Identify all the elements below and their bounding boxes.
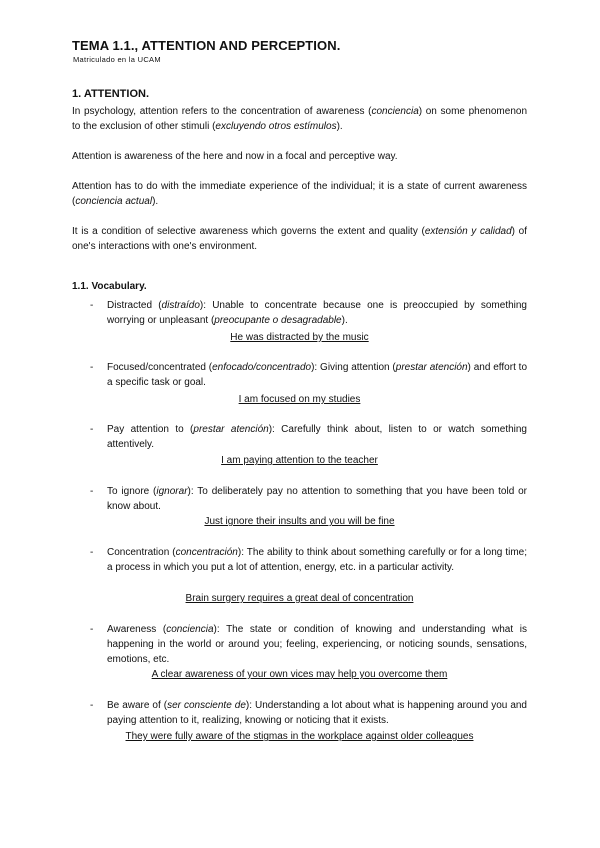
bullet-dash: -	[90, 547, 94, 558]
bullet-dash: -	[90, 624, 94, 635]
vocab-example: He was distracted by the music	[230, 332, 369, 343]
vocab-example: I am paying attention to the teacher	[221, 455, 378, 466]
vocab-item-distracted: - Distracted (distraído): Unable to concentrate because one is preoccupied by something worrying or unpleasant (preocupante o desagradable).	[90, 300, 527, 326]
vocab-example: They were fully aware of the stigmas in the workplace against older colleagues	[125, 731, 474, 742]
vocab-item-concentration: - Concentration (concentración): The ability to think about something carefully or for a long time; a process in which you put a lot of attention, energy, etc. in a particular activity.	[90, 547, 527, 573]
vocab-item-focused: - Focused/concentrated (enfocado/concentrado): Giving attention (prestar atención) and effort to a specific task or goal.	[90, 362, 528, 388]
paragraph-definition: In psychology, attention refers to the concentration of awareness (conciencia) on some phenomenon to the exclusion of other stimuli (excluyendo otros estímulos).	[72, 106, 528, 132]
paragraph-immediate-experience: Attention has to do with the immediate experience of the individual; it is a state of current awareness (conciencia actual).	[72, 181, 527, 207]
vocab-example: Just ignore their insults and you will be fine	[204, 516, 395, 527]
bullet-dash: -	[90, 300, 94, 311]
vocab-example: I am focused on my studies	[238, 394, 361, 405]
bullet-dash: -	[90, 424, 94, 435]
section-heading-vocabulary: 1.1. Vocabulary.	[72, 281, 147, 292]
vocab-item-be-aware-of: - Be aware of (ser consciente de): Understanding a lot about what is happening around you and paying attention to it, realizing, knowing or noticing that it exists.	[90, 700, 527, 726]
section-heading-attention: 1. ATTENTION.	[72, 88, 149, 100]
vocab-item-pay-attention: - Pay attention to (prestar atención): Carefully think about, listen to or watch something attentively.	[90, 424, 527, 450]
paragraph-selective-awareness: It is a condition of selective awareness which governs the extent and quality (extensión y calidad) of one's interactions with one's environment.	[72, 226, 527, 252]
paragraph-here-and-now: Attention is awareness of the here and now in a focal and perceptive way.	[72, 151, 398, 162]
vocab-item-awareness: - Awareness (conciencia): The state or condition of knowing and understanding what is happening in the world or around you; feeling, experiencing, or noticing sounds, sensations, emotions, etc.	[90, 624, 527, 665]
vocab-example: Brain surgery requires a great deal of concentration	[185, 593, 414, 604]
bullet-dash: -	[90, 362, 94, 373]
bullet-dash: -	[90, 486, 94, 497]
page-title: TEMA 1.1., ATTENTION AND PERCEPTION.	[72, 38, 341, 53]
bullet-dash: -	[90, 700, 94, 711]
vocab-item-ignore: - To ignore (ignorar): To deliberately pay no attention to something that you have been told or know about.	[90, 486, 527, 512]
page-subtitle: Matriculado en la UCAM	[73, 55, 161, 64]
vocab-example: A clear awareness of your own vices may help you overcome them	[151, 669, 448, 680]
